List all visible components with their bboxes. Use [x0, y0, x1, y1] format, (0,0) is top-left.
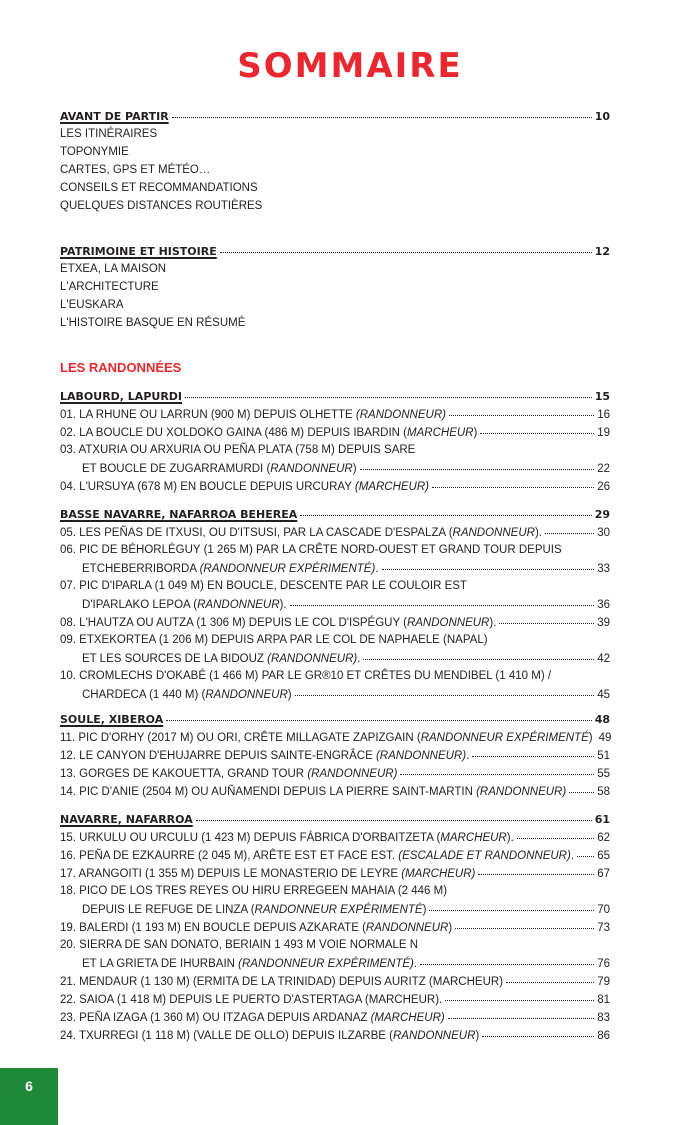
page-number: 6	[25, 1078, 33, 1094]
toc-entry-line[interactable]: 20. SIERRA DE SAN DONATO, BERIAIN 1 493 M VOIE NORMALE N	[60, 939, 419, 951]
toc-section-navarre	[60, 810, 610, 1044]
toc-section-soule	[60, 710, 610, 800]
toc-page-number: 26	[597, 481, 610, 493]
entry-text: CHARDECA (1 440 M) (RANDONNEUR)	[82, 689, 292, 701]
toc-page-number: 62	[597, 832, 610, 844]
dot-leader	[420, 952, 594, 965]
entry-text: DEPUIS LE REFUGE DE LINZA (RANDONNEUR EXPÉRIMENTÉ)	[82, 904, 427, 916]
dot-leader	[172, 105, 592, 118]
entry-text: 15. URKULU OU URCULU (1 423 M) DEPUIS FÁBRICA D'ORBAITZETA (MARCHEUR).	[60, 832, 514, 844]
dot-leader	[499, 611, 594, 624]
entry-text: ETCHEBERRIBORDA (RANDONNEUR EXPÉRIMENTÉ).	[82, 563, 379, 575]
dot-leader	[400, 762, 594, 775]
dot-leader	[517, 826, 594, 839]
entry-text: 04. L'URSUYA (678 M) EN BOUCLE DEPUIS URCURAY (MARCHEUR)	[60, 481, 429, 493]
page-number-badge	[0, 1068, 58, 1125]
toc-page-number: 58	[597, 786, 610, 798]
toc-page-number: 29	[594, 508, 610, 521]
toc-entry[interactable]	[60, 685, 610, 703]
toc-subitem: L'EUSKARA	[60, 299, 124, 311]
toc-page-number: 61	[594, 813, 610, 826]
entry-text: ET LES SOURCES DE LA BIDOUZ (RANDONNEUR).	[82, 653, 361, 665]
entry-text: 23. PEÑA IZAGA (1 360 M) OU ITZAGA DEPUIS ARDANAZ (MARCHEUR)	[60, 1012, 445, 1024]
toc-heading[interactable]	[60, 505, 610, 523]
toc-page-number: 19	[597, 427, 610, 439]
toc-page-number: 15	[594, 390, 610, 403]
dot-leader	[545, 521, 594, 534]
toc-entry[interactable]	[60, 423, 610, 441]
toc-page-number: 10	[594, 110, 610, 123]
toc-subitem: CONSEILS ET RECOMMANDATIONS	[60, 182, 258, 194]
entry-text: 24. TXURREGI (1 118 M) (VALLE DE OLLO) DEPUIS ILZARBE (RANDONNEUR)	[60, 1030, 480, 1042]
toc-heading[interactable]	[60, 242, 610, 260]
toc-entry[interactable]	[60, 1026, 610, 1044]
toc-heading-label: PATRIMOINE ET HISTOIRE	[60, 245, 217, 258]
dot-leader	[569, 780, 594, 793]
dot-leader	[166, 708, 591, 721]
toc-page-number: 73	[597, 922, 610, 934]
toc-section-patrimoine	[60, 242, 610, 332]
dot-leader	[448, 1006, 595, 1019]
toc-page-number: 36	[597, 599, 610, 611]
entry-text: 19. BALERDI (1 193 M) EN BOUCLE DEPUIS AZKARATE (RANDONNEUR)	[60, 922, 453, 934]
toc-entry[interactable]	[60, 649, 610, 667]
toc-entry[interactable]	[60, 918, 610, 936]
toc-heading-label: LABOURD, LAPURDI	[60, 390, 183, 403]
toc-entry-line[interactable]: 06. PIC DE BÉHORLÉGUY (1 265 M) PAR LA CRÊTE NORD-OUEST ET GRAND TOUR DEPUIS	[60, 544, 562, 556]
entry-text: 05. LES PEÑAS DE ITXUSI, OU D'ITSUSI, PAR LA CASCADE D'ESPALZA (RANDONNEUR).	[60, 527, 542, 539]
toc-page-number: 76	[597, 958, 610, 970]
dot-leader	[577, 844, 594, 857]
dot-leader	[220, 240, 592, 253]
entry-text: 12. LE CANYON D'EHUJARRE DEPUIS SAINTE-ENGRÂCE (RANDONNEUR).	[60, 750, 470, 762]
randonnees-title: LES RANDONNÉES	[60, 360, 182, 375]
entry-text: 02. LA BOUCLE DU XOLDOKO GAINA (486 M) DEPUIS IBARDIN (MARCHEUR)	[60, 427, 478, 439]
toc-entry[interactable]	[60, 523, 610, 541]
page-title: SOMMAIRE	[237, 46, 463, 86]
toc-page-number: 86	[597, 1030, 610, 1042]
toc-page-number: 51	[597, 750, 610, 762]
toc-entry-line[interactable]: 10. CROMLECHS D'OKABÉ (1 466 M) PAR LE GR®10 ET CRÊTES DU MENDIBEL (1 410 M) /	[60, 670, 552, 682]
toc-entry[interactable]	[60, 477, 610, 495]
toc-page-number: 81	[597, 994, 610, 1006]
dot-leader	[290, 593, 595, 606]
toc-entry-line[interactable]: 09. ETXEKORTEA (1 206 M) DEPUIS ARPA PAR LE COL DE NAPHAELE (NAPAL)	[60, 634, 488, 646]
toc-heading-label: SOULE, XIBEROA	[60, 713, 164, 726]
toc-entry[interactable]	[60, 613, 610, 631]
toc-section-basse-navarre	[60, 505, 610, 703]
entry-text: 13. GORGES DE KAKOUETTA, GRAND TOUR (RANDONNEUR)	[60, 768, 398, 780]
dot-leader	[445, 988, 594, 1001]
dot-leader	[449, 403, 594, 416]
toc-entry[interactable]	[60, 864, 610, 882]
toc-page-number: 30	[597, 527, 610, 539]
toc-entry-line[interactable]: 18. PICO DE LOS TRES REYES OU HIRU ERREGEEN MAHAIA (2 446 M)	[60, 885, 448, 897]
dot-leader	[455, 916, 594, 929]
toc-page-number: 39	[597, 617, 610, 629]
entry-text: D'IPARLAKO LEPOA (RANDONNEUR).	[82, 599, 287, 611]
dot-leader	[196, 808, 592, 821]
toc-subitem: L'ARCHITECTURE	[60, 281, 159, 293]
entry-text: 17. ARANGOITI (1 355 M) DEPUIS LE MONASTERIO DE LEYRE (MARCHEUR)	[60, 868, 476, 880]
toc-section-avant-de-partir	[60, 107, 610, 215]
toc-page-number: 48	[594, 713, 610, 726]
toc-heading-label: AVANT DE PARTIR	[60, 110, 169, 123]
toc-heading[interactable]	[60, 710, 610, 728]
toc-entry[interactable]	[60, 782, 610, 800]
dot-leader	[185, 385, 592, 398]
dot-leader	[363, 647, 594, 660]
entry-text: 11. PIC D'ORHY (2017 M) OU ORI, CRÊTE MILLAGATE ZAPIZGAIN (RANDONNEUR EXPÉRIMENTÉ)	[60, 732, 593, 744]
dot-leader	[480, 421, 594, 434]
toc-heading-label: BASSE NAVARRE, NAFARROA BEHEREA	[60, 508, 298, 521]
toc-heading-label: NAVARRE, NAFARROA	[60, 813, 193, 826]
dot-leader	[432, 475, 594, 488]
toc-page-number: 45	[597, 689, 610, 701]
toc-page-number: 33	[597, 563, 610, 575]
entry-text: 14. PIC D'ANIE (2504 M) OU AUÑAMENDI DEPUIS LA PIERRE SAINT-MARTIN (RANDONNEUR)	[60, 786, 567, 798]
toc-page-number: 70	[597, 904, 610, 916]
dot-leader	[429, 898, 594, 911]
toc-subitem: L'HISTOIRE BASQUE EN RÉSUMÉ	[60, 317, 246, 329]
toc-page-number: 55	[597, 768, 610, 780]
entry-text: ET BOUCLE DE ZUGARRAMURDI (RANDONNEUR)	[82, 463, 357, 475]
dot-leader	[382, 557, 595, 570]
entry-text: ET LA GRIETA DE IHURBAIN (RANDONNEUR EXPÉRIMENTÉ).	[82, 958, 418, 970]
toc-entry-line[interactable]: 03. ATXURIA OU ARXURIA OU PEÑA PLATA (758 M) DEPUIS SARE	[60, 444, 416, 456]
dot-leader	[478, 862, 594, 875]
toc-subitem: TOPONYMIE	[60, 146, 129, 158]
toc-section-labourd	[60, 387, 610, 495]
toc-page-number: 12	[594, 245, 610, 258]
toc-page-number: 42	[597, 653, 610, 665]
toc-page-number: 16	[597, 409, 610, 421]
toc-subitem: QUELQUES DISTANCES ROUTIÈRES	[60, 200, 263, 212]
entry-text: 08. L'HAUTZA OU AUTZA (1 306 M) DEPUIS LE COL D'ISPÉGUY (RANDONNEUR).	[60, 617, 497, 629]
toc-page-number: 67	[597, 868, 610, 880]
dot-leader	[482, 1024, 594, 1037]
entry-text: 22. SAIOA (1 418 M) DEPUIS LE PUERTO D'ASTERTAGA (MARCHEUR).	[60, 994, 443, 1006]
dot-leader	[300, 503, 591, 516]
toc-entry-line[interactable]: 07. PIC D'IPARLA (1 049 M) EN BOUCLE, DESCENTE PAR LE COULOIR EST	[60, 580, 467, 592]
toc-subitem: LES ITINÉRAIRES	[60, 128, 158, 140]
toc-entry[interactable]	[60, 559, 610, 577]
toc-page-number: 49	[598, 732, 612, 744]
entry-text: 01. LA RHUNE OU LARRUN (900 M) DEPUIS OLHETTE (RANDONNEUR)	[60, 409, 446, 421]
toc-subitem: CARTES, GPS ET MÉTÉO…	[60, 164, 211, 176]
toc-page-number: 83	[597, 1012, 610, 1024]
toc-entry[interactable]	[60, 764, 610, 782]
toc-heading[interactable]	[60, 107, 610, 125]
dot-leader	[360, 457, 595, 470]
toc-page-number: 65	[597, 850, 610, 862]
entry-text: 16. PEÑA DE EZKAURRE (2 045 M), ARÊTE EST ET FACE EST. (ESCALADE ET RANDONNEUR).	[60, 850, 575, 862]
dot-leader	[295, 683, 595, 696]
dot-leader	[472, 744, 594, 757]
entry-text: 21. MENDAUR (1 130 M) (ERMITA DE LA TRINIDAD) DEPUIS AURITZ (MARCHEUR)	[60, 976, 504, 988]
toc-page-number: 22	[597, 463, 610, 475]
toc-subitem: ETXEA, LA MAISON	[60, 263, 167, 275]
dot-leader	[506, 970, 594, 983]
toc-page-number: 79	[597, 976, 610, 988]
toc-entry[interactable]	[60, 828, 610, 846]
